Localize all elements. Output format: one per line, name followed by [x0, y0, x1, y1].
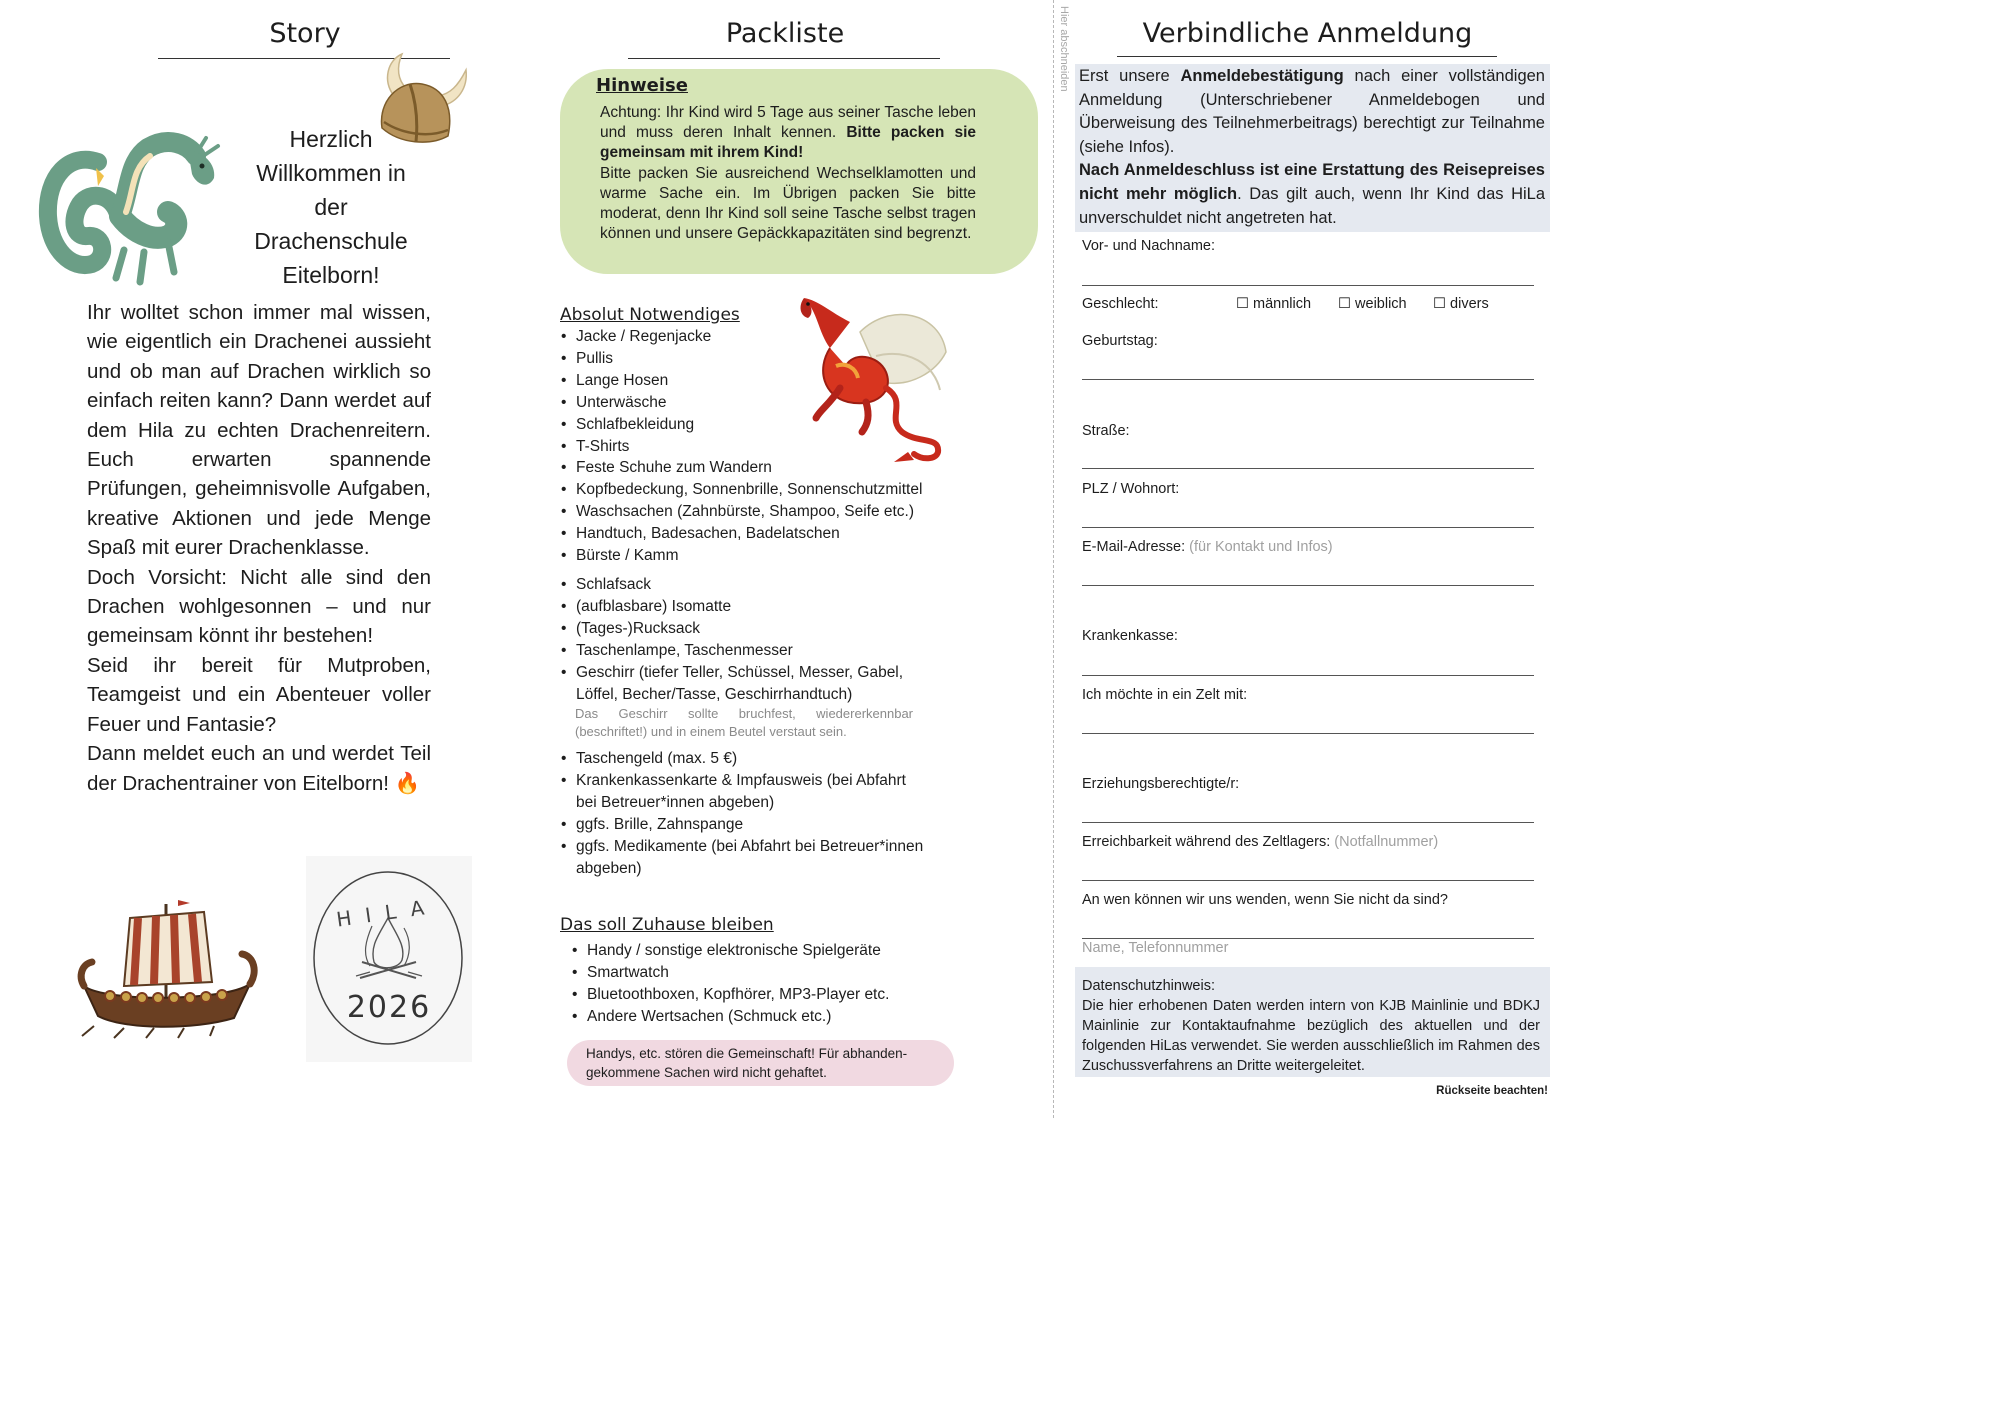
birthday-field[interactable]	[1082, 379, 1534, 380]
gender-option-female[interactable]	[1338, 296, 1407, 312]
story-text	[87, 298, 431, 798]
list-item: • Pullis	[560, 348, 940, 370]
info-bold: Nach Anmeldeschluss ist eine Erstattung des Reisepreises nicht mehr möglich	[1079, 161, 1545, 203]
reach-field[interactable]	[1082, 880, 1534, 881]
list-item: • Taschengeld (max. 5 €)	[560, 748, 930, 770]
contact-field[interactable]	[1082, 938, 1534, 939]
name-field[interactable]	[1082, 285, 1534, 286]
checkbox-icon[interactable]: ☐	[1236, 296, 1249, 312]
packliste-title-rule	[628, 58, 940, 59]
list-item: • Geschirr (tiefer Teller, Schüssel, Messer, Gabel, Löffel, Becher/Tasse, Geschirrhandtuch)	[560, 662, 920, 706]
list-item: • Andere Wertsachen (Schmuck etc.)	[571, 1006, 941, 1028]
list-item: • Handy / sonstige elektronische Spielgeräte	[571, 940, 941, 962]
gender-option-label: männlich	[1253, 296, 1312, 312]
hint-intro: Achtung: Ihr Kind wird 5 Tage aus seiner Tasche leben und muss deren Inhalt kennen.	[600, 104, 976, 142]
dish-note: Das Geschirr sollte bruchfest, wiedererkennbar (beschriftet!) und in einem Beutel verstaut sein.	[575, 706, 913, 739]
list-item: • Bürste / Kamm	[560, 545, 940, 567]
privacy-text	[1082, 976, 1540, 1076]
essentials-heading: Absolut Notwendiges	[560, 305, 740, 325]
registration-info-text	[1079, 65, 1545, 230]
registration-title: Verbindliche Anmeldung	[1142, 18, 1473, 49]
cut-label: Hier abschneiden	[1058, 6, 1070, 92]
essentials-list-documents	[560, 748, 930, 879]
list-item: • Unterwäsche	[560, 392, 940, 414]
list-item: • (Tages-)Rucksack	[560, 618, 920, 640]
info-bold: Anmeldebestätigung	[1180, 67, 1344, 85]
contact-placeholder: Name, Telefonnummer	[1082, 940, 1229, 956]
home-list	[571, 940, 941, 1028]
gender-option-diverse[interactable]	[1433, 296, 1489, 312]
list-item: • Schlafsack	[560, 574, 920, 596]
email-label-text: E-Mail-Adresse:	[1082, 539, 1186, 555]
hila-logo-text: HILA	[334, 893, 440, 932]
gender-option-male[interactable]	[1236, 296, 1311, 312]
insurance-field[interactable]	[1082, 675, 1534, 676]
story-paragraph-4: Dann meldet euch an und werdet Teil der Drachentrainer von Eitelborn! 🔥	[87, 742, 431, 795]
hint-text	[600, 103, 976, 244]
reach-hint: (Notfallnummer)	[1334, 834, 1439, 850]
hint-title: Hinweise	[596, 75, 688, 96]
green-dragon-illustration	[28, 132, 228, 292]
guardian-field[interactable]	[1082, 822, 1534, 823]
insurance-label: Krankenkasse:	[1082, 628, 1178, 644]
welcome-heading: Herzlich Willkommen in der Drachenschule Eitelborn!	[254, 126, 408, 288]
name-label: Vor- und Nachname:	[1082, 238, 1215, 254]
story-paragraph-2: Doch Vorsicht: Nicht alle sind den Drachen wohlgesonnen – und nur gemeinsam könnt ihr bestehen!	[87, 565, 431, 648]
city-field[interactable]	[1082, 527, 1534, 528]
essentials-list-camping	[560, 574, 920, 705]
email-hint: (für Kontakt und Infos)	[1189, 539, 1333, 555]
viking-ship-illustration	[74, 890, 258, 1040]
list-item: • Schlafbekleidung	[560, 414, 940, 436]
info-text: Erst unsere	[1079, 67, 1170, 85]
hila-logo-year: 2026	[346, 990, 432, 1025]
gender-label: Geschlecht:	[1082, 296, 1159, 312]
essentials-list	[560, 326, 940, 567]
info-text: . Das gilt auch, wenn Ihr Kind das HiLa unverschuldet nicht angetreten hat.	[1079, 184, 1546, 227]
checkbox-icon[interactable]: ☐	[1338, 296, 1351, 312]
gender-option-label: divers	[1450, 296, 1489, 312]
cut-line	[1053, 0, 1054, 1118]
list-item: • Krankenkassenkarte & Impfausweis (bei Abfahrt bei Betreuer*innen abgeben)	[560, 770, 930, 814]
registration-info-1	[1079, 65, 1545, 159]
gender-option-label: weiblich	[1355, 296, 1407, 312]
hint-paragraph	[600, 103, 976, 164]
warning-text: Handys, etc. stören die Gemeinschaft! Für abhanden-gekommene Sachen wird nicht gehaftet.	[586, 1046, 908, 1080]
story-title: Story	[269, 18, 341, 49]
birthday-label: Geburtstag:	[1082, 333, 1158, 349]
list-item: • T-Shirts	[560, 436, 940, 458]
city-label: PLZ / Wohnort:	[1082, 481, 1180, 497]
privacy-title: Datenschutzhinweis:	[1082, 978, 1215, 994]
home-heading: Das soll Zuhause bleiben	[560, 915, 774, 935]
reach-label-text: Erreichbarkeit während des Zeltlagers:	[1082, 834, 1331, 850]
list-item: • Kopfbedeckung, Sonnenbrille, Sonnenschutzmittel	[560, 479, 940, 501]
email-field[interactable]	[1082, 585, 1534, 586]
list-item: • Handtuch, Badesachen, Badelatschen	[560, 523, 940, 545]
list-item: • ggfs. Brille, Zahnspange	[560, 814, 930, 836]
list-item: • Lange Hosen	[560, 370, 940, 392]
street-label: Straße:	[1082, 423, 1130, 439]
street-field[interactable]	[1082, 468, 1534, 469]
list-item: • Bluetoothboxen, Kopfhörer, MP3-Player etc.	[571, 984, 941, 1006]
back-note: Rückseite beachten!	[1436, 1085, 1548, 1097]
list-item: • Taschenlampe, Taschenmesser	[560, 640, 920, 662]
hint-rest: Bitte packen Sie ausreichend Wechselklamotten und warme Sache ein. Im Übrigen packen Sie bitte moderat, denn Ihr Kind soll seine Tasche selbst tragen können und unsere Gepäckkapazitäten sind begrenzt.	[600, 164, 976, 243]
list-item: • ggfs. Medikamente (bei Abfahrt bei Betreuer*innen abgeben)	[560, 836, 930, 880]
contact-label: An wen können wir uns wenden, wenn Sie nicht da sind?	[1082, 892, 1448, 908]
story-paragraph-1: Ihr wolltet schon immer mal wissen, wie eigentlich ein Drachenei aussieht und ob man auf Drachen wirklich so einfach reiten kann? Dann werdet auf dem Hila zu echten Drachenreitern. Euch erwarten spannende Prüfungen, geheimnisvolle Aufgaben, kreative Aktionen und jede Menge Spaß mit eurer Drachenklasse.	[87, 301, 431, 560]
privacy-body: Die hier erhobenen Daten werden intern von KJB Mainlinie und BDKJ Mainlinie zur Kontaktaufnahme bezüglich des aktuellen und der folgenden HiLas verwendet. Sie werden ausschließlich im Rahmen des Zuschussverfahrens an Dritte weitergeleitet.	[1082, 998, 1540, 1074]
list-item: • (aufblasbare) Isomatte	[560, 596, 920, 618]
guardian-label: Erziehungsberechtigte/r:	[1082, 776, 1240, 792]
list-item: • Smartwatch	[571, 962, 941, 984]
registration-info-2	[1079, 159, 1545, 230]
tent-label: Ich möchte in ein Zelt mit:	[1082, 687, 1248, 703]
list-item: • Waschsachen (Zahnbürste, Shampoo, Seife etc.)	[560, 501, 940, 523]
story-paragraph-3: Seid ihr bereit für Mutproben, Teamgeist und ein Abenteuer voller Feuer und Fantasie?	[87, 653, 431, 736]
packliste-title: Packliste	[725, 18, 845, 49]
reach-label	[1082, 834, 1438, 850]
email-label	[1082, 539, 1333, 555]
hint-bold: Bitte packen sie gemeinsam mit ihrem Kind!	[600, 124, 976, 162]
list-item: • Feste Schuhe zum Wandern	[560, 457, 940, 479]
list-item: • Jacke / Regenjacke	[560, 326, 940, 348]
checkbox-icon[interactable]: ☐	[1433, 296, 1446, 312]
info-text: nach einer vollständigen Anmeldung (Unterschriebener Anmeldebogen und Überweisung des Teilnehmerbeitrags) berechtigt zur Teilnahme (siehe Infos).	[1079, 67, 1545, 156]
tent-field[interactable]	[1082, 733, 1534, 734]
registration-title-rule	[1117, 56, 1497, 57]
